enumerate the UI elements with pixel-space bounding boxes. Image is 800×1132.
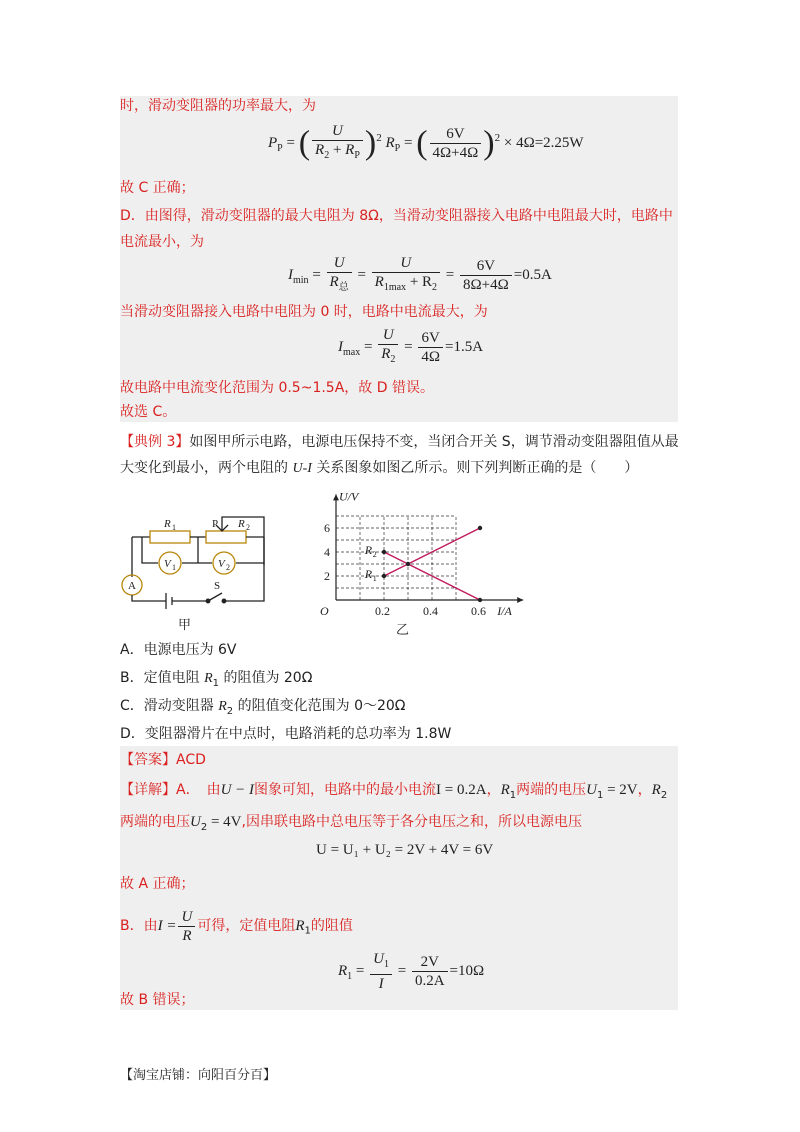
y-tick-label: 4 [324,545,330,559]
answer-line: 【答案】ACD [120,752,206,768]
x-axis-label: I/A [497,604,512,618]
option-c: C．滑动变阻器 $R_2$ 的阻值变化范围为 0～20Ω [120,698,406,717]
detail-line2: 两端的电压$U_2 = 4V$,因串联电路中总电压等于各分电压之和，所以电源电压 [120,814,582,833]
svg-text:1: 1 [172,523,176,532]
equation-total-voltage: U = U₁ + U₂ = 2V + 4V = 6V [316,842,494,858]
text-line: 故 B 错误； [120,992,195,1008]
text-line: 电流最小，为 [120,234,204,250]
example-question: 【典例 3】如图甲所示电路，电源电压保持不变，当闭合开关 S，调节滑动变阻器阻值从最 [120,434,679,450]
text-line: 故 A 正确； [120,876,195,892]
series-label-r1: R [364,567,373,581]
detail-line1: 【详解】A． 由U − I图象可知，电路中的最小电流I = 0.2A，$R_1$两端的电压$U_1 = 2V$，$R_2$ [120,782,668,801]
detail-line-b: B．由I = $\frac{U}{R}$ 可得，定值电阻$R_1$的阻值 [120,909,353,944]
label-r2: R [238,518,245,530]
label-p: P [212,518,219,530]
series-label-r2: R [364,543,373,557]
y-tick-label: 6 [324,521,330,535]
y-tick-label: 2 [324,569,330,583]
equation-power: $P_P$ = ( $\frac{U}{R_2 + R_P}$ )$^2$ $R_P$ = ( $\frac{6V}{4\Omega+4\Omega}$ )$^2$ × 4Ω=2.25W [268,123,584,162]
x-tick-label: 0.6 [471,604,486,618]
series-label-r1-sub: 1 [372,574,377,583]
x-arrow [517,597,523,603]
origin-label: O [320,604,329,618]
caption-jia: 甲 [178,617,192,632]
label-r1: R [164,518,171,530]
option-b: B．定值电阻 $R_1$ 的阻值为 20Ω [120,670,313,689]
text-line: 故 C 正确； [120,180,195,196]
equation-max-current: $I_{max}$ = $\frac{U}{R_2}$ = $\frac{6V}{4\Omega}$ =1.5A [338,327,484,365]
data-point [382,550,386,554]
text-line: 故电路中电流变化范围为 0.5~1.5A，故 D 错误。 [120,380,434,396]
label-v2: V [218,558,225,570]
label-ammeter: A [128,580,136,592]
equation-min-current: $I_{min}$ = $\frac{U}{R_总}$ = $\frac{U}{R_{1max} + R_2}$ = $\frac{6V}{8\Omega+4\Omega}$ =0.5A [288,255,552,293]
svg-text:2: 2 [226,563,230,572]
example-question-line2: 大变化到最小，两个电阻的 U-I 关系图象如图乙所示。则下列判断正确的是（ ） [120,460,639,476]
y-axis-label: U/V [339,489,359,504]
option-d: D．变阻器滑片在中点时，电路消耗的总功率为 1.8W [120,726,452,742]
equation-r1: $R_1$ = $\frac{U_1}{I}$ = $\frac{2V}{0.2A}$ =10Ω [338,951,485,992]
x-tick-label: 0.2 [375,604,390,618]
circuit-diagram [118,505,278,635]
x-tick-label: 0.4 [423,604,438,618]
ui-graph [306,478,512,638]
label-v1: V [164,558,171,570]
intersection-point [406,562,410,566]
text-line: D．由图得，滑动变阻器的最大电阻为 8Ω，当滑动变阻器接入电路中电阻最大时，电路中 [120,208,673,224]
data-point [478,526,482,530]
text-line: 故选 C。 [120,404,177,420]
label-switch: S [214,580,221,592]
option-a: A．电源电压为 6V [120,642,237,658]
svg-text:1: 1 [172,563,176,572]
svg-text:2: 2 [246,523,250,532]
example-tag: 【典例 3】 [120,434,190,450]
data-point [478,598,482,602]
series-label-r2-sub: 2 [372,550,377,559]
footer-shop: 【淘宝店铺：向阳百分百】 [120,1068,277,1083]
data-point [382,574,386,578]
text-line: 当滑动变阻器接入电路中电阻为 0 时，电路中电流最大，为 [120,304,488,320]
caption-yi: 乙 [396,622,410,637]
text-line: 时，滑动变阻器的功率最大，为 [120,98,316,114]
